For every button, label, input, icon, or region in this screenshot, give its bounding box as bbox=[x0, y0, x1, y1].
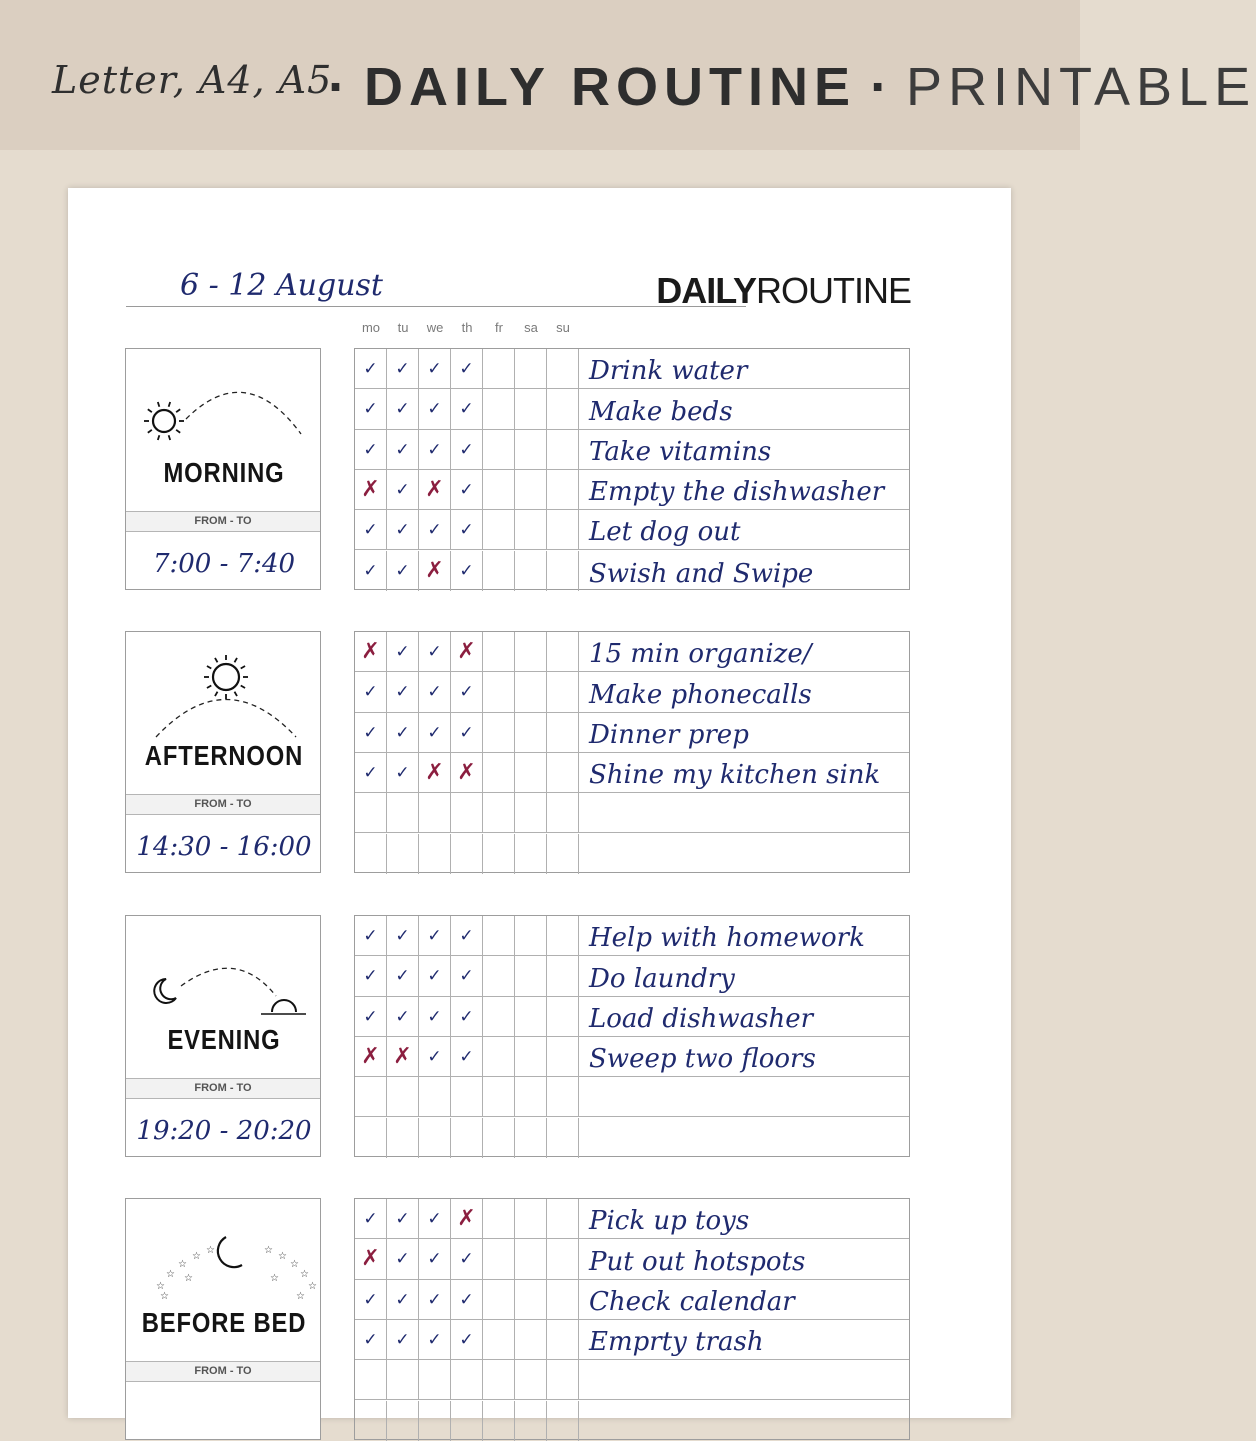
empty-check-cell[interactable] bbox=[451, 1118, 483, 1158]
task-row[interactable] bbox=[579, 389, 909, 429]
task-row[interactable] bbox=[579, 1401, 909, 1441]
empty-check-cell[interactable] bbox=[483, 389, 515, 429]
svg-text:☆: ☆ bbox=[270, 1273, 279, 1284]
empty-check-cell[interactable] bbox=[547, 1360, 579, 1400]
date-line bbox=[126, 306, 746, 307]
task-row[interactable] bbox=[579, 1239, 909, 1279]
planner-sheet bbox=[68, 188, 1011, 1418]
sheet-title-bold: DAILY bbox=[656, 270, 756, 311]
task-text: Emprty trash bbox=[589, 1327, 764, 1358]
empty-check-cell[interactable] bbox=[515, 551, 547, 591]
cross-mark-cell[interactable]: ✗ bbox=[451, 632, 483, 672]
check-mark-cell[interactable]: ✓ bbox=[451, 510, 483, 550]
empty-check-cell[interactable] bbox=[419, 1077, 451, 1117]
cross-mark-cell[interactable]: ✗ bbox=[451, 1199, 483, 1239]
section-name: MORNING bbox=[163, 457, 285, 488]
empty-check-cell[interactable] bbox=[483, 1360, 515, 1400]
task-row[interactable] bbox=[579, 349, 909, 389]
task-row[interactable] bbox=[579, 632, 909, 672]
check-mark-cell[interactable]: ✓ bbox=[419, 956, 451, 996]
check-mark-cell[interactable]: ✓ bbox=[387, 753, 419, 793]
empty-check-cell[interactable] bbox=[419, 793, 451, 833]
empty-check-cell[interactable] bbox=[355, 834, 387, 874]
empty-check-cell[interactable] bbox=[547, 1320, 579, 1360]
task-text: Shine my kitchen sink bbox=[589, 760, 881, 791]
weekday-label-we: we bbox=[426, 320, 444, 335]
task-text: Empty the dishwasher bbox=[589, 477, 885, 508]
empty-check-cell[interactable] bbox=[547, 1401, 579, 1441]
from-to-label: FROM - TO bbox=[126, 1361, 320, 1382]
check-mark-cell[interactable]: ✓ bbox=[419, 389, 451, 429]
empty-check-cell[interactable] bbox=[515, 1360, 547, 1400]
check-mark-cell[interactable]: ✓ bbox=[387, 551, 419, 591]
empty-check-cell[interactable] bbox=[547, 1199, 579, 1239]
empty-check-cell[interactable] bbox=[483, 1199, 515, 1239]
check-mark-cell[interactable]: ✓ bbox=[387, 916, 419, 956]
empty-check-cell[interactable] bbox=[547, 632, 579, 672]
empty-check-cell[interactable] bbox=[515, 1037, 547, 1077]
empty-check-cell[interactable] bbox=[419, 834, 451, 874]
empty-check-cell[interactable] bbox=[387, 1360, 419, 1400]
task-text: Sweep two floors bbox=[589, 1044, 816, 1075]
cross-mark-cell[interactable]: ✗ bbox=[451, 753, 483, 793]
check-mark-cell[interactable]: ✓ bbox=[419, 1280, 451, 1320]
cross-mark-cell[interactable]: ✗ bbox=[355, 470, 387, 510]
empty-check-cell[interactable] bbox=[483, 430, 515, 470]
check-mark-cell[interactable]: ✓ bbox=[451, 1037, 483, 1077]
empty-check-cell[interactable] bbox=[451, 1077, 483, 1117]
empty-check-cell[interactable] bbox=[515, 1401, 547, 1441]
check-mark-cell[interactable]: ✓ bbox=[419, 349, 451, 389]
check-mark-cell[interactable]: ✓ bbox=[419, 510, 451, 550]
time-range: 14:30 - 16:00 bbox=[136, 832, 312, 862]
banner-title-main: DAILY ROUTINE bbox=[363, 57, 857, 117]
empty-check-cell[interactable] bbox=[483, 997, 515, 1037]
empty-check-cell[interactable] bbox=[547, 430, 579, 470]
empty-check-cell[interactable] bbox=[419, 1360, 451, 1400]
weekday-label-sa: sa bbox=[524, 320, 538, 335]
weekday-label-mo: mo bbox=[361, 320, 381, 335]
empty-check-cell[interactable] bbox=[451, 793, 483, 833]
separator-dot: · bbox=[870, 57, 895, 117]
empty-check-cell[interactable] bbox=[515, 916, 547, 956]
from-to-label: FROM - TO bbox=[126, 511, 320, 532]
cross-mark-cell[interactable]: ✗ bbox=[419, 551, 451, 591]
task-text: Pick up toys bbox=[589, 1206, 750, 1237]
check-mark-cell[interactable]: ✓ bbox=[387, 470, 419, 510]
check-mark-cell[interactable]: ✓ bbox=[387, 632, 419, 672]
empty-check-cell[interactable] bbox=[483, 956, 515, 996]
empty-check-cell[interactable] bbox=[483, 834, 515, 874]
empty-check-cell[interactable] bbox=[515, 834, 547, 874]
check-mark-cell[interactable]: ✓ bbox=[451, 1320, 483, 1360]
empty-check-cell[interactable] bbox=[547, 672, 579, 712]
section-label-box bbox=[125, 1198, 321, 1440]
empty-check-cell[interactable] bbox=[547, 1239, 579, 1279]
check-mark-cell[interactable]: ✓ bbox=[451, 470, 483, 510]
empty-check-cell[interactable] bbox=[387, 1401, 419, 1441]
empty-check-cell[interactable] bbox=[483, 753, 515, 793]
check-mark-cell[interactable]: ✓ bbox=[451, 1280, 483, 1320]
empty-check-cell[interactable] bbox=[483, 793, 515, 833]
paper-sizes: Letter, A4, A5 bbox=[52, 58, 333, 102]
habit-tracker-grid bbox=[354, 631, 910, 873]
check-mark-cell[interactable]: ✓ bbox=[451, 916, 483, 956]
banner-title bbox=[328, 52, 1256, 122]
task-row[interactable] bbox=[579, 834, 909, 874]
svg-text:☆: ☆ bbox=[184, 1273, 193, 1284]
empty-check-cell[interactable] bbox=[483, 1077, 515, 1117]
empty-check-cell[interactable] bbox=[483, 470, 515, 510]
empty-check-cell[interactable] bbox=[515, 1239, 547, 1279]
empty-check-cell[interactable] bbox=[547, 1280, 579, 1320]
task-text: Dinner prep bbox=[589, 719, 749, 750]
empty-check-cell[interactable] bbox=[419, 1118, 451, 1158]
habit-tracker-grid bbox=[354, 348, 910, 590]
check-mark-cell[interactable]: ✓ bbox=[419, 916, 451, 956]
check-mark-cell[interactable]: ✓ bbox=[419, 672, 451, 712]
empty-check-cell[interactable] bbox=[547, 349, 579, 389]
check-mark-cell[interactable]: ✓ bbox=[355, 753, 387, 793]
task-row[interactable] bbox=[579, 956, 909, 996]
svg-text:☆: ☆ bbox=[300, 1269, 309, 1280]
task-row[interactable] bbox=[579, 1077, 909, 1117]
cross-mark-cell[interactable]: ✗ bbox=[419, 753, 451, 793]
empty-check-cell[interactable] bbox=[451, 834, 483, 874]
task-text: Load dishwasher bbox=[589, 1003, 814, 1034]
empty-check-cell[interactable] bbox=[547, 551, 579, 591]
empty-check-cell[interactable] bbox=[483, 1239, 515, 1279]
check-mark-cell[interactable]: ✓ bbox=[355, 349, 387, 389]
check-mark-cell[interactable]: ✓ bbox=[419, 1199, 451, 1239]
cross-mark-cell[interactable]: ✗ bbox=[355, 1037, 387, 1077]
empty-check-cell[interactable] bbox=[451, 1360, 483, 1400]
empty-check-cell[interactable] bbox=[547, 1077, 579, 1117]
check-mark-cell[interactable]: ✓ bbox=[451, 713, 483, 753]
empty-check-cell[interactable] bbox=[483, 510, 515, 550]
sunrise-icon bbox=[136, 369, 312, 459]
check-mark-cell[interactable]: ✓ bbox=[419, 430, 451, 470]
check-mark-cell[interactable]: ✓ bbox=[387, 713, 419, 753]
check-mark-cell[interactable]: ✓ bbox=[419, 1037, 451, 1077]
check-mark-cell[interactable]: ✓ bbox=[419, 1239, 451, 1279]
empty-check-cell[interactable] bbox=[515, 1320, 547, 1360]
banner-subtitle: PRINTABLE bbox=[906, 57, 1256, 117]
empty-check-cell[interactable] bbox=[515, 510, 547, 550]
cross-mark-cell[interactable]: ✗ bbox=[419, 470, 451, 510]
empty-check-cell[interactable] bbox=[387, 1118, 419, 1158]
task-text: Make phonecalls bbox=[589, 679, 812, 710]
task-row[interactable] bbox=[579, 551, 909, 591]
empty-check-cell[interactable] bbox=[515, 470, 547, 510]
empty-check-cell[interactable] bbox=[387, 834, 419, 874]
empty-check-cell[interactable] bbox=[547, 713, 579, 753]
empty-check-cell[interactable] bbox=[515, 349, 547, 389]
banner bbox=[0, 0, 1256, 150]
task-row[interactable] bbox=[579, 1118, 909, 1158]
empty-check-cell[interactable] bbox=[515, 1199, 547, 1239]
empty-check-cell[interactable] bbox=[515, 1280, 547, 1320]
empty-check-cell[interactable] bbox=[483, 1401, 515, 1441]
separator-dot: · bbox=[328, 57, 352, 117]
check-mark-cell[interactable]: ✓ bbox=[387, 1320, 419, 1360]
task-row[interactable] bbox=[579, 1280, 909, 1320]
task-row[interactable] bbox=[579, 470, 909, 510]
empty-check-cell[interactable] bbox=[547, 470, 579, 510]
check-mark-cell[interactable]: ✓ bbox=[451, 1239, 483, 1279]
habit-tracker-grid bbox=[354, 915, 910, 1157]
empty-check-cell[interactable] bbox=[515, 793, 547, 833]
check-mark-cell[interactable]: ✓ bbox=[355, 1280, 387, 1320]
habit-tracker-grid bbox=[354, 1198, 910, 1440]
task-row[interactable] bbox=[579, 1320, 909, 1360]
svg-text:☆: ☆ bbox=[206, 1245, 215, 1256]
check-mark-cell[interactable]: ✓ bbox=[355, 389, 387, 429]
empty-check-cell[interactable] bbox=[547, 916, 579, 956]
empty-check-cell[interactable] bbox=[515, 1118, 547, 1158]
empty-check-cell[interactable] bbox=[451, 1401, 483, 1441]
weekday-label-th: th bbox=[461, 320, 473, 335]
svg-text:☆: ☆ bbox=[278, 1251, 287, 1262]
empty-check-cell[interactable] bbox=[515, 1077, 547, 1117]
empty-check-cell[interactable] bbox=[515, 753, 547, 793]
check-mark-cell[interactable]: ✓ bbox=[451, 551, 483, 591]
svg-text:☆: ☆ bbox=[264, 1245, 273, 1256]
task-row[interactable] bbox=[579, 1199, 909, 1239]
check-mark-cell[interactable]: ✓ bbox=[387, 1199, 419, 1239]
check-mark-cell[interactable]: ✓ bbox=[355, 1199, 387, 1239]
check-mark-cell[interactable]: ✓ bbox=[355, 1320, 387, 1360]
check-mark-cell[interactable]: ✓ bbox=[387, 997, 419, 1037]
svg-text:☆: ☆ bbox=[290, 1259, 299, 1270]
svg-text:☆: ☆ bbox=[192, 1251, 201, 1262]
check-mark-cell[interactable]: ✓ bbox=[387, 672, 419, 712]
empty-check-cell[interactable] bbox=[515, 632, 547, 672]
empty-check-cell[interactable] bbox=[515, 713, 547, 753]
empty-check-cell[interactable] bbox=[387, 1077, 419, 1117]
weekday-label-fr: fr bbox=[495, 320, 503, 335]
task-row[interactable] bbox=[579, 1360, 909, 1400]
check-mark-cell[interactable]: ✓ bbox=[387, 1239, 419, 1279]
empty-check-cell[interactable] bbox=[419, 1401, 451, 1441]
task-row[interactable] bbox=[579, 1037, 909, 1077]
check-mark-cell[interactable]: ✓ bbox=[451, 430, 483, 470]
check-mark-cell[interactable]: ✓ bbox=[451, 997, 483, 1037]
task-row[interactable] bbox=[579, 672, 909, 712]
check-mark-cell[interactable]: ✓ bbox=[451, 389, 483, 429]
task-row[interactable] bbox=[579, 753, 909, 793]
check-mark-cell[interactable]: ✓ bbox=[419, 632, 451, 672]
section-label-box bbox=[125, 631, 321, 873]
section-name: AFTERNOON bbox=[144, 740, 304, 771]
empty-check-cell[interactable] bbox=[547, 1118, 579, 1158]
svg-text:☆: ☆ bbox=[160, 1291, 169, 1302]
svg-text:☆: ☆ bbox=[178, 1259, 187, 1270]
task-row[interactable] bbox=[579, 430, 909, 470]
check-mark-cell[interactable]: ✓ bbox=[355, 551, 387, 591]
task-row[interactable] bbox=[579, 997, 909, 1037]
check-mark-cell[interactable]: ✓ bbox=[355, 956, 387, 996]
check-mark-cell[interactable]: ✓ bbox=[451, 349, 483, 389]
task-row[interactable] bbox=[579, 793, 909, 833]
empty-check-cell[interactable] bbox=[355, 1077, 387, 1117]
empty-check-cell[interactable] bbox=[515, 389, 547, 429]
check-mark-cell[interactable]: ✓ bbox=[387, 430, 419, 470]
task-text: Make beds bbox=[589, 396, 733, 427]
check-mark-cell[interactable]: ✓ bbox=[419, 1320, 451, 1360]
check-mark-cell[interactable]: ✓ bbox=[355, 430, 387, 470]
check-mark-cell[interactable]: ✓ bbox=[355, 672, 387, 712]
empty-check-cell[interactable] bbox=[483, 551, 515, 591]
moon-sunset-icon bbox=[136, 936, 312, 1026]
empty-check-cell[interactable] bbox=[547, 753, 579, 793]
svg-text:☆: ☆ bbox=[296, 1291, 305, 1302]
empty-check-cell[interactable] bbox=[547, 997, 579, 1037]
empty-check-cell[interactable] bbox=[483, 1037, 515, 1077]
task-text: Drink water bbox=[589, 356, 748, 387]
midday-sun-icon bbox=[136, 652, 312, 742]
empty-check-cell[interactable] bbox=[547, 956, 579, 996]
check-mark-cell[interactable]: ✓ bbox=[387, 389, 419, 429]
cross-mark-cell[interactable]: ✗ bbox=[387, 1037, 419, 1077]
week-date: 6 - 12 August bbox=[180, 268, 383, 303]
check-mark-cell[interactable]: ✓ bbox=[355, 916, 387, 956]
empty-check-cell[interactable] bbox=[515, 997, 547, 1037]
empty-check-cell[interactable] bbox=[483, 672, 515, 712]
empty-check-cell[interactable] bbox=[547, 1037, 579, 1077]
empty-check-cell[interactable] bbox=[483, 1280, 515, 1320]
empty-check-cell[interactable] bbox=[547, 389, 579, 429]
task-row[interactable] bbox=[579, 916, 909, 956]
sheet-title bbox=[656, 270, 911, 312]
empty-check-cell[interactable] bbox=[483, 1118, 515, 1158]
section-label-box bbox=[125, 915, 321, 1157]
svg-text:☆: ☆ bbox=[156, 1281, 165, 1292]
empty-check-cell[interactable] bbox=[547, 510, 579, 550]
section-label-box bbox=[125, 348, 321, 590]
empty-check-cell[interactable] bbox=[355, 1401, 387, 1441]
task-text: Take vitamins bbox=[589, 436, 772, 467]
task-text: Swish and Swipe bbox=[589, 558, 814, 589]
check-mark-cell[interactable]: ✓ bbox=[451, 956, 483, 996]
empty-check-cell[interactable] bbox=[483, 713, 515, 753]
cross-mark-cell[interactable]: ✗ bbox=[355, 632, 387, 672]
svg-text:☆: ☆ bbox=[308, 1281, 317, 1292]
empty-check-cell[interactable] bbox=[483, 349, 515, 389]
weekday-label-tu: tu bbox=[397, 320, 409, 335]
check-mark-cell[interactable]: ✓ bbox=[387, 956, 419, 996]
check-mark-cell[interactable]: ✓ bbox=[355, 510, 387, 550]
section-name: BEFORE BED bbox=[141, 1307, 307, 1338]
task-row[interactable] bbox=[579, 510, 909, 550]
task-text: 15 min organize/ bbox=[589, 639, 812, 670]
task-text: Put out hotspots bbox=[589, 1246, 806, 1277]
empty-check-cell[interactable] bbox=[547, 793, 579, 833]
check-mark-cell[interactable]: ✓ bbox=[355, 997, 387, 1037]
from-to-label: FROM - TO bbox=[126, 1078, 320, 1099]
svg-text:☆: ☆ bbox=[166, 1269, 175, 1280]
time-range: 7:00 - 7:40 bbox=[152, 549, 296, 579]
from-to-label: FROM - TO bbox=[126, 794, 320, 815]
task-text: Do laundry bbox=[589, 963, 735, 994]
task-text: Check calendar bbox=[589, 1286, 795, 1317]
empty-check-cell[interactable] bbox=[387, 793, 419, 833]
time-range: 19:20 - 20:20 bbox=[136, 1116, 312, 1146]
check-mark-cell[interactable]: ✓ bbox=[387, 349, 419, 389]
check-mark-cell[interactable]: ✓ bbox=[419, 997, 451, 1037]
empty-check-cell[interactable] bbox=[355, 1118, 387, 1158]
sheet-title-rest: ROUTINE bbox=[756, 270, 911, 311]
section-name: EVENING bbox=[167, 1024, 281, 1055]
moon-stars-icon bbox=[136, 1219, 317, 1309]
empty-check-cell[interactable] bbox=[515, 956, 547, 996]
task-row[interactable] bbox=[579, 713, 909, 753]
empty-check-cell[interactable] bbox=[483, 916, 515, 956]
empty-check-cell[interactable] bbox=[483, 632, 515, 672]
empty-check-cell[interactable] bbox=[355, 793, 387, 833]
check-mark-cell[interactable]: ✓ bbox=[419, 713, 451, 753]
check-mark-cell[interactable]: ✓ bbox=[451, 672, 483, 712]
check-mark-cell[interactable]: ✓ bbox=[387, 510, 419, 550]
task-text: Help with homework bbox=[589, 923, 865, 954]
check-mark-cell[interactable]: ✓ bbox=[387, 1280, 419, 1320]
empty-check-cell[interactable] bbox=[515, 672, 547, 712]
check-mark-cell[interactable]: ✓ bbox=[355, 713, 387, 753]
empty-check-cell[interactable] bbox=[515, 430, 547, 470]
empty-check-cell[interactable] bbox=[355, 1360, 387, 1400]
empty-check-cell[interactable] bbox=[547, 834, 579, 874]
weekday-label-su: su bbox=[556, 320, 570, 335]
cross-mark-cell[interactable]: ✗ bbox=[355, 1239, 387, 1279]
empty-check-cell[interactable] bbox=[483, 1320, 515, 1360]
task-text: Let dog out bbox=[589, 517, 741, 548]
